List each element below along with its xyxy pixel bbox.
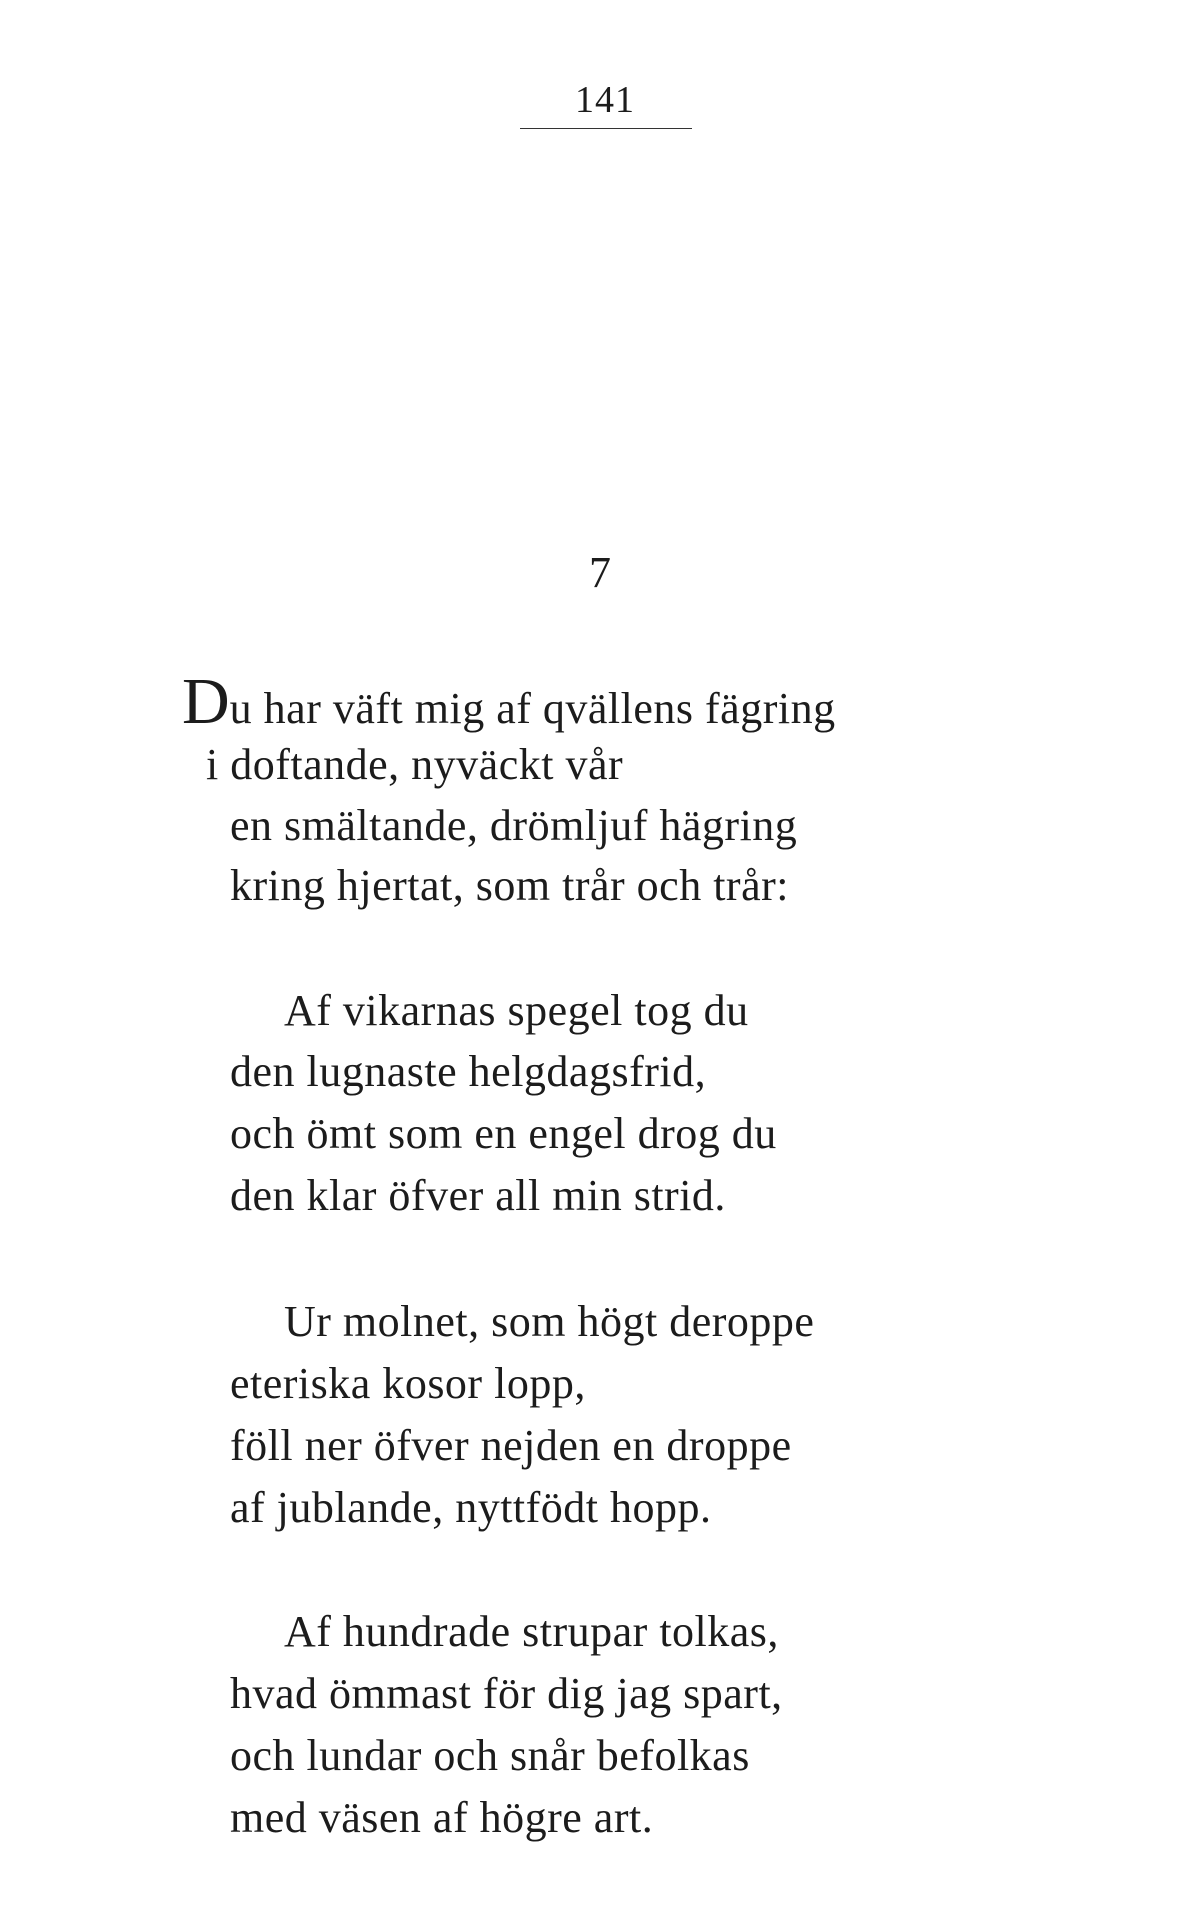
poem-line-text: u har väft mig af qvällens fägring — [229, 684, 836, 733]
poem-line: af jublande, nyttfödt hopp. — [230, 1483, 712, 1532]
poem-line: i doftande, nyväckt vår — [206, 740, 624, 789]
poem-line: och lundar och snår befolkas — [230, 1731, 750, 1780]
poem-line: Af hundrade strupar tolkas, — [284, 1607, 779, 1656]
poem-line: den lugnaste helgdagsfrid, — [230, 1047, 707, 1096]
poem-line: en smältande, drömljuf hägring — [230, 801, 798, 850]
poem-line: med väsen af högre art. — [230, 1793, 654, 1842]
poem-line: föll ner öfver nejden en droppe — [230, 1421, 792, 1470]
page-number: 141 — [575, 79, 635, 121]
poem-line: Ur molnet, som högt deroppe — [284, 1297, 815, 1346]
poem-line: hvad ömmast för dig jag spart, — [230, 1669, 783, 1718]
poem-line: kring hjertat, som trår och trår: — [230, 861, 789, 910]
drop-cap: D — [182, 665, 230, 738]
poem-line: den klar öfver all min strid. — [230, 1171, 726, 1220]
poem-line: Af vikarnas spegel tog du — [284, 986, 749, 1035]
poem-line: eteriska kosor lopp, — [230, 1359, 586, 1408]
poem-number: 7 — [589, 548, 611, 597]
page-number-rule — [520, 128, 692, 129]
poem-line — [182, 665, 836, 738]
poem-line: och ömt som en engel drog du — [230, 1109, 777, 1158]
